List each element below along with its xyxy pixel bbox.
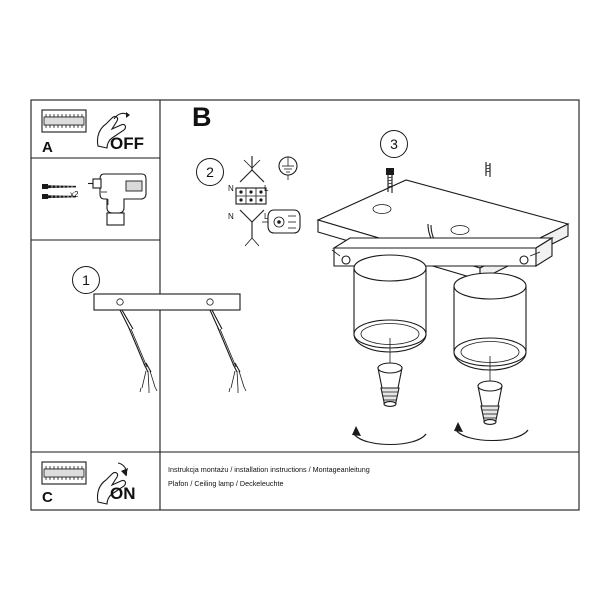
cordless-drill-icon — [88, 174, 146, 225]
fuse-box-on-icon — [38, 458, 154, 508]
panel-a-state-label: OFF — [110, 134, 144, 153]
tools-icons — [38, 168, 154, 234]
step-2-badge — [196, 158, 224, 186]
cable-right — [210, 310, 246, 393]
shade-right — [454, 273, 526, 370]
section-b-letter: B — [192, 102, 212, 132]
cable-left — [120, 310, 157, 393]
mounting-screw — [486, 162, 490, 177]
wire-label-l-bottom: L — [264, 212, 269, 221]
step-2-number: 2 — [206, 164, 214, 180]
step-1-diagram — [84, 288, 284, 413]
step-2-wiring-diagram — [222, 152, 302, 262]
screw-icon — [42, 184, 76, 189]
step-3-lamp-assembly — [310, 162, 575, 452]
panel-c-state-label: ON — [110, 484, 136, 503]
step-1-number: 1 — [82, 272, 90, 288]
wire-label-l-top: L — [264, 184, 269, 193]
step-3-number: 3 — [390, 136, 398, 152]
earth-ground-icon — [279, 157, 297, 180]
panel-c-letter: C — [42, 489, 53, 506]
caption-line-2: Plafon / Ceiling lamp / Deckeleuchte — [168, 479, 284, 488]
caption-line-1: Instrukcja montażu / installation instructions / Montageanleitung — [168, 465, 370, 474]
screw-quantity-label: x2 — [70, 190, 79, 199]
panel-a-letter: A — [42, 139, 53, 156]
rotation-arrow-left — [352, 426, 426, 445]
shade-left — [354, 255, 426, 352]
wire-label-n-top: N — [228, 184, 234, 193]
step-3-badge — [380, 130, 408, 158]
wire-label-n-bottom: N — [228, 212, 234, 221]
